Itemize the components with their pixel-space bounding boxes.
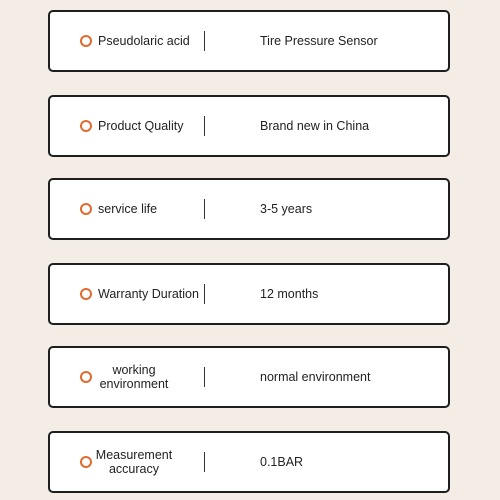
spec-row-measurement-accuracy — [48, 431, 450, 493]
spec-row-working-environment — [48, 346, 450, 408]
spec-value: 12 months — [260, 287, 319, 301]
divider — [204, 452, 205, 472]
spec-value: Tire Pressure Sensor — [260, 34, 378, 48]
spec-label: Product Quality — [98, 119, 184, 133]
spec-row-product-quality — [48, 95, 450, 157]
bullet-circle-icon — [80, 288, 92, 300]
spec-row-service-life — [48, 178, 450, 240]
bullet-circle-icon — [80, 35, 92, 47]
spec-label: Pseudolaric acid — [98, 34, 190, 48]
spec-row-warranty-duration — [48, 263, 450, 325]
spec-label: service life — [98, 202, 158, 216]
spec-label: Measurement accuracy — [95, 448, 173, 476]
spec-value: 3-5 years — [260, 202, 313, 216]
divider — [204, 199, 205, 219]
spec-value: normal environment — [260, 370, 371, 384]
spec-label: Warranty Duration — [98, 287, 199, 301]
spec-value: Brand new in China — [260, 119, 370, 133]
divider — [204, 367, 205, 387]
bullet-circle-icon — [80, 203, 92, 215]
bullet-circle-icon — [80, 371, 92, 383]
bullet-circle-icon — [80, 120, 92, 132]
divider — [204, 116, 205, 136]
bullet-circle-icon — [80, 456, 92, 468]
spec-value: 0.1BAR — [260, 455, 304, 469]
spec-row-product-name — [48, 10, 450, 72]
divider — [204, 284, 205, 304]
divider — [204, 31, 205, 51]
spec-label: working environment — [99, 363, 169, 391]
